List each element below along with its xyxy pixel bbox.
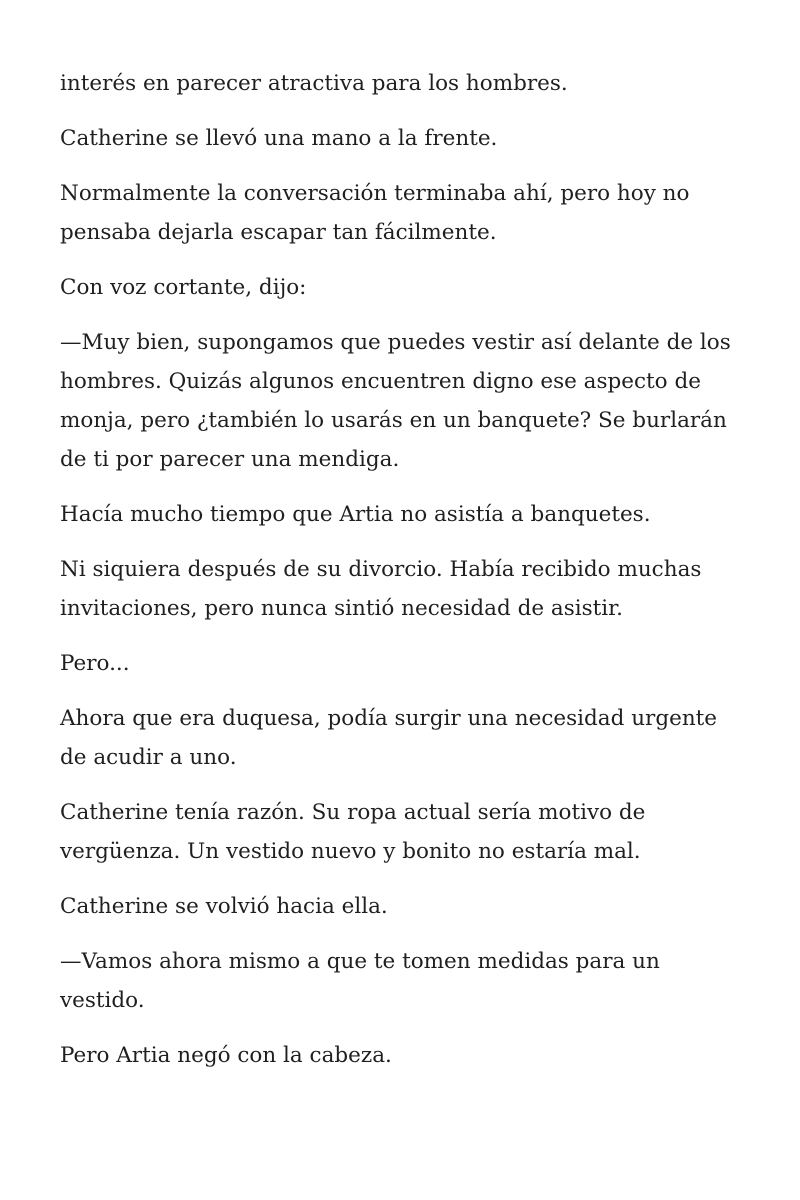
paragraph: Pero Artia negó con la cabeza. xyxy=(60,1043,392,1068)
paragraph: Catherine se volvió hacia ella. xyxy=(60,894,388,919)
paragraph: —Muy bien, supongamos que puedes vestir así delante de los hombres. Quizás algunos encuentren digno ese aspecto de monja, pero ¿también lo usarás en un banquete? Se burlarán de ti por parecer una mendiga. xyxy=(60,330,731,472)
paragraph: Ni siquiera después de su divorcio. Había recibido muchas invitaciones, pero nunca sintió necesidad de asistir. xyxy=(60,557,702,621)
paragraph: Catherine se llevó una mano a la frente. xyxy=(60,126,498,151)
paragraph: Catherine tenía razón. Su ropa actual sería motivo de vergüenza. Un vestido nuevo y bonito no estaría mal. xyxy=(60,800,646,864)
paragraph: Pero... xyxy=(60,651,130,676)
reader-text-body xyxy=(60,64,740,1075)
paragraph: Con voz cortante, dijo: xyxy=(60,275,307,300)
paragraph: Ahora que era duquesa, podía surgir una necesidad urgente de acudir a uno. xyxy=(60,706,718,770)
paragraph: interés en parecer atractiva para los hombres. xyxy=(60,71,568,96)
paragraph: —Vamos ahora mismo a que te tomen medidas para un vestido. xyxy=(60,949,660,1013)
paragraph: Normalmente la conversación terminaba ahí, pero hoy no pensaba dejarla escapar tan fácilmente. xyxy=(60,181,690,245)
paragraph: Hacía mucho tiempo que Artia no asistía a banquetes. xyxy=(60,502,651,527)
